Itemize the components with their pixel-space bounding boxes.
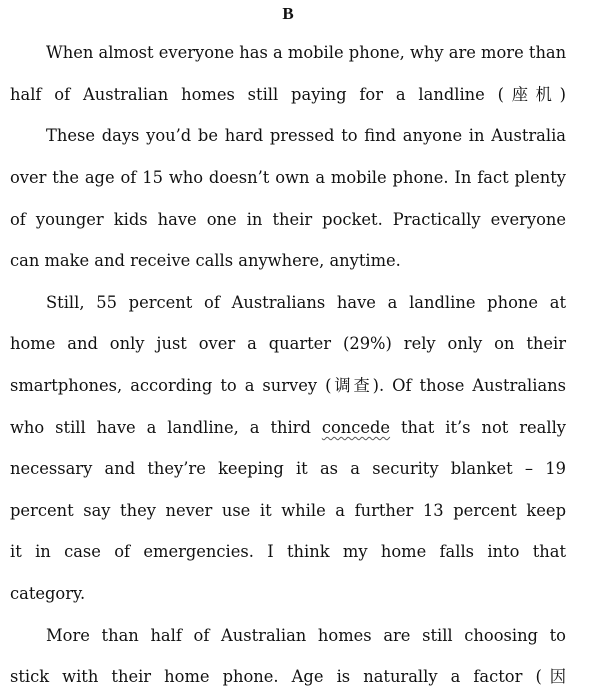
text-line: can make and receive calls anywhere, anytime. xyxy=(10,251,401,270)
section-label: B xyxy=(282,4,294,23)
text-line: of younger kids have one in their pocket. Practically everyone xyxy=(10,210,566,229)
text-line-with-mark xyxy=(10,414,566,442)
text-line: over the age of 15 who doesn’t own a mobile phone. In fact plenty xyxy=(10,168,566,187)
text-line: More than half of Australian homes are still choosing to xyxy=(46,626,566,645)
text-line: necessary and they’re keeping it as a security blanket – 19 xyxy=(10,459,566,478)
text-line: half of Australian homes still paying for a landline (座机) xyxy=(10,85,566,104)
text-line: it in case of emergencies. I think my home falls into that xyxy=(10,542,566,561)
text-line: home and only just over a quarter (29%) rely only on their xyxy=(10,334,566,353)
marked-word: concede xyxy=(321,418,391,437)
text-segment: that it’s not really xyxy=(390,418,567,437)
text-line: When almost everyone has a mobile phone, why are more than xyxy=(46,43,567,62)
text-segment: who still have a landline, a third xyxy=(10,418,322,437)
text-line: category. xyxy=(10,584,86,603)
text-line: stick with their home phone. Age is naturally a factor (因 xyxy=(10,667,566,686)
text-line: Still, 55 percent of Australians have a landline phone at xyxy=(46,293,566,312)
text-line: smartphones, according to a survey (调查). Of those Australians xyxy=(10,376,566,395)
text-line: These days you’d be hard pressed to find anyone in Australia xyxy=(46,126,566,145)
text-line: percent say they never use it while a further 13 percent keep xyxy=(10,501,566,520)
